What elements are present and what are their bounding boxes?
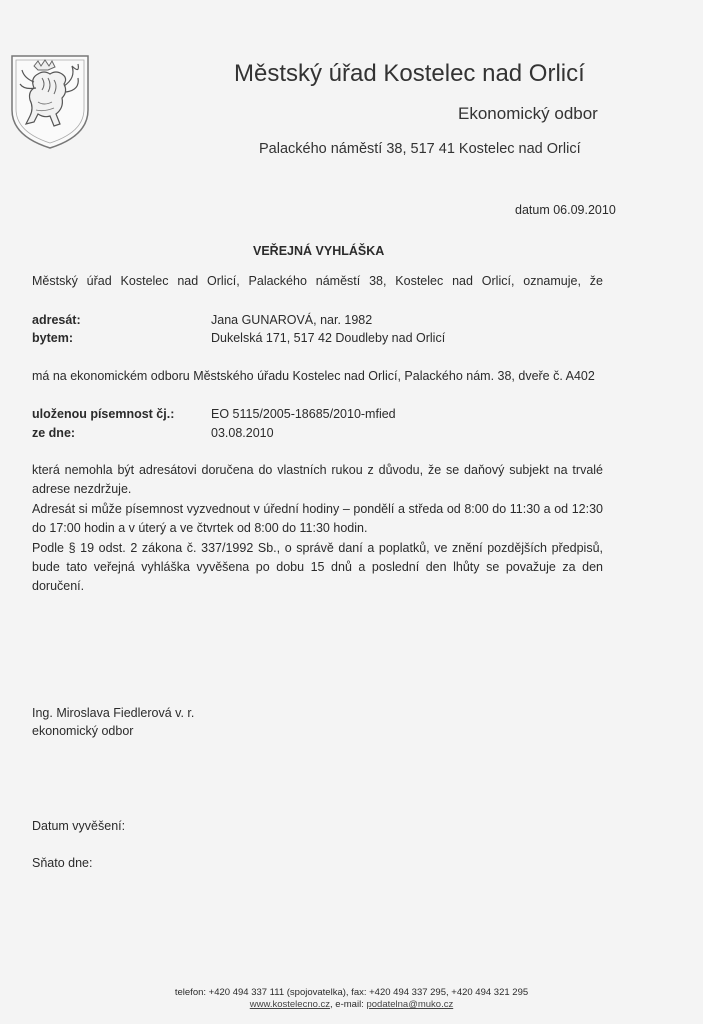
- label-bytem: bytem:: [32, 331, 73, 345]
- posted-date-field: Datum vyvěšení:: [32, 819, 126, 833]
- document-heading: VEŘEJNÁ VYHLÁŠKA: [253, 244, 385, 258]
- signatory-department: ekonomický odbor: [32, 724, 134, 738]
- label-doc-date: ze dne:: [32, 426, 76, 440]
- email-label: , e-mail:: [330, 999, 367, 1010]
- location-line: má na ekonomickém odboru Městského úřadu Kostelec nad Orlicí, Palackého nám. 38, dveře č. A402: [32, 369, 595, 383]
- footer-links: [0, 999, 703, 1010]
- body-text: [32, 461, 603, 597]
- coat-of-arms-icon: [8, 52, 92, 152]
- body-paragraph-2: Adresát si může písemnost vyzvednout v úřední hodiny – pondělí a středa od 8:00 do 11:30 a od 12:30 do 17:00 hodin a v úterý a ve čtvrtek od 8:00 do 11:30 hodin.: [32, 501, 603, 536]
- office-address: Palackého náměstí 38, 517 41 Kostelec nad Orlicí: [259, 141, 581, 157]
- label-reference: uloženou písemnost čj.:: [32, 407, 175, 421]
- signatory-name: Ing. Miroslava Fiedlerová v. r.: [32, 706, 195, 720]
- body-paragraph-1: která nemohla být adresátovi doručena do vlastních rukou z důvodu, že se daňový subjekt na trvalé adrese nezdržuje.: [32, 463, 603, 497]
- value-reference: EO 5115/2005-18685/2010-mfied: [211, 407, 396, 421]
- value-bytem: Dukelská 171, 517 42 Doudleby nad Orlicí: [211, 331, 446, 345]
- intro-text: Městský úřad Kostelec nad Orlicí, Palackého náměstí 38, Kostelec nad Orlicí, oznamuje, že: [32, 274, 603, 288]
- value-doc-date: 03.08.2010: [211, 426, 274, 440]
- footer-contacts: telefon: +420 494 337 111 (spojovatelka), fax: +420 494 337 295, +420 494 321 295: [174, 987, 529, 998]
- department-name: Ekonomický odbor: [458, 104, 598, 123]
- website-link[interactable]: www.kostelecno.cz: [249, 999, 331, 1010]
- removed-date-field: Sňato dne:: [32, 856, 93, 870]
- value-adresat: Jana GUNAROVÁ, nar. 1982: [211, 313, 373, 327]
- office-title: Městský úřad Kostelec nad Orlicí: [234, 60, 585, 87]
- email-link[interactable]: podatelna@muko.cz: [366, 999, 454, 1010]
- document-date: datum 06.09.2010: [515, 203, 616, 217]
- label-adresat: adresát:: [32, 313, 81, 327]
- body-paragraph-3: Podle § 19 odst. 2 zákona č. 337/1992 Sb., o správě daní a poplatků, ve znění pozdějších předpisů, bude tato veřejná vyhláška vyvěšena po dobu 15 dnů a poslední den lhůty se považuje za den doručení.: [32, 540, 603, 594]
